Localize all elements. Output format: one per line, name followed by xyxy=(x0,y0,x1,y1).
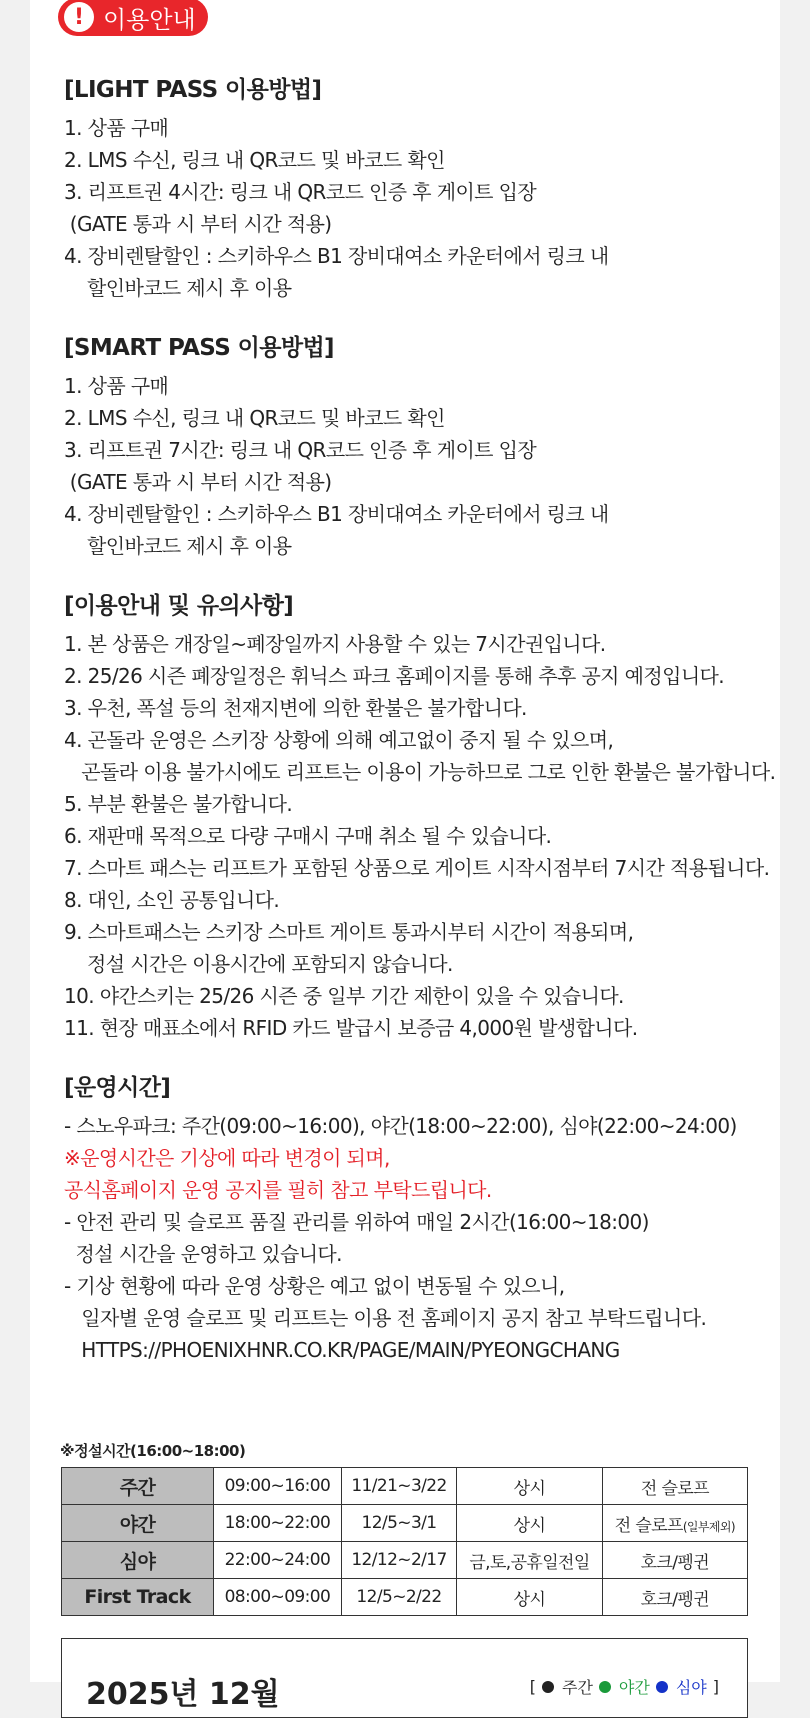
light-pass-section xyxy=(64,72,776,304)
section-title: [SMART PASS 이용방법] xyxy=(64,335,334,361)
table-row xyxy=(62,1579,748,1616)
text-line: (GATE 통과 시 부터 시간 적용) xyxy=(64,212,332,236)
slope-cell: 호크/펭귄 xyxy=(602,1579,747,1616)
text-line: (GATE 통과 시 부터 시간 적용) xyxy=(64,470,332,494)
late-dot-icon xyxy=(656,1681,668,1693)
period-cell: 12/12~2/17 xyxy=(341,1542,457,1579)
period-cell: 11/21~3/22 xyxy=(341,1468,457,1505)
text-line: 9. 스마트패스는 스키장 스마트 게이트 통과시부터 시간이 적용되며, xyxy=(64,920,634,944)
calendar-box xyxy=(61,1638,748,1718)
text-line: 3. 우천, 폭설 등의 천재지변에 의한 환불은 불가합니다. xyxy=(64,696,527,720)
warning-line: 공식홈페이지 운영 공지를 필히 참고 부탁드립니다. xyxy=(64,1178,492,1202)
text-line: 8. 대인, 소인 공통입니다. xyxy=(64,888,280,912)
section-title: [운영시간] xyxy=(64,1075,171,1101)
text-line: 1. 상품 구매 xyxy=(64,116,169,140)
legend-day: 주간 xyxy=(561,1678,593,1697)
text-line: 3. 리프트권 7시간: 링크 내 QR코드 인증 후 게이트 입장 xyxy=(64,438,537,462)
days-cell: 금,토,공휴일전일 xyxy=(457,1542,602,1579)
text-line: 4. 장비렌탈할인 : 스키하우스 B1 장비대여소 카운터에서 링크 내 xyxy=(64,502,609,526)
text-line: 1. 상품 구매 xyxy=(64,374,169,398)
legend-late: 심야 xyxy=(675,1678,707,1697)
row-header: 주간 xyxy=(62,1468,214,1505)
section-title: [이용안내 및 유의사항] xyxy=(64,593,294,619)
text-line: 정설 시간을 운영하고 있습니다. xyxy=(64,1242,342,1266)
text-line: 2. LMS 수신, 링크 내 QR코드 및 바코드 확인 xyxy=(64,148,445,172)
text-line: 7. 스마트 패스는 리프트가 포함된 상품으로 게이트 시작시점부터 7시간 적용됩니다. xyxy=(64,856,770,880)
notes-section xyxy=(64,588,776,1044)
text-line: 할인바코드 제시 후 이용 xyxy=(64,276,292,300)
calendar-title: 2025년 12월 xyxy=(86,1677,280,1712)
time-cell: 18:00~22:00 xyxy=(214,1505,342,1542)
schedule-caption: ※정설시간(16:00~18:00) xyxy=(60,1442,246,1460)
row-header: First Track xyxy=(62,1579,214,1616)
days-cell: 상시 xyxy=(457,1468,602,1505)
time-cell: 09:00~16:00 xyxy=(214,1468,342,1505)
table-row xyxy=(62,1468,748,1505)
warning-line: ※운영시간은 기상에 따라 변경이 되며, xyxy=(64,1146,390,1170)
slope-cell: 전 슬로프(일부제외) xyxy=(602,1505,747,1542)
calendar-legend: [ 주간 야간 심야 ] xyxy=(529,1677,719,1697)
time-cell: 22:00~24:00 xyxy=(214,1542,342,1579)
text-line: 할인바코드 제시 후 이용 xyxy=(64,534,292,558)
smart-pass-section xyxy=(64,330,776,562)
notice-card xyxy=(30,0,780,1712)
days-cell: 상시 xyxy=(457,1505,602,1542)
row-header: 야간 xyxy=(62,1505,214,1542)
text-line: 일자별 운영 슬로프 및 리프트는 이용 전 홈페이지 공지 참고 부탁드립니다. xyxy=(64,1306,707,1330)
row-header: 심야 xyxy=(62,1542,214,1579)
slope-cell: 호크/펭귄 xyxy=(602,1542,747,1579)
days-cell: 상시 xyxy=(457,1579,602,1616)
slope-note: (일부제외) xyxy=(682,1519,735,1534)
period-cell: 12/5~2/22 xyxy=(341,1579,457,1616)
legend-night: 야간 xyxy=(618,1678,650,1697)
text-line: - 안전 관리 및 슬로프 품질 관리를 위하여 매일 2시간(16:00~18:00) xyxy=(64,1210,649,1234)
text-line: 6. 재판매 목적으로 다량 구매시 구매 취소 될 수 있습니다. xyxy=(64,824,552,848)
notice-badge-label: 이용안내 xyxy=(103,5,196,34)
day-dot-icon xyxy=(542,1681,554,1693)
text-line: 2. LMS 수신, 링크 내 QR코드 및 바코드 확인 xyxy=(64,406,445,430)
slope-cell: 전 슬로프 xyxy=(602,1468,747,1505)
period-cell: 12/5~3/1 xyxy=(341,1505,457,1542)
text-line: - 스노우파크: 주간(09:00~16:00), 야간(18:00~22:00), 심야(22:00~24:00) xyxy=(64,1114,737,1138)
text-line: 5. 부분 환불은 불가합니다. xyxy=(64,792,293,816)
text-line: 곤돌라 이용 불가시에도 리프트는 이용이 가능하므로 그로 인한 환불은 불가합니다. xyxy=(64,760,776,784)
notice-badge xyxy=(58,0,208,36)
text-line: 3. 리프트권 4시간: 링크 내 QR코드 인증 후 게이트 입장 xyxy=(64,180,537,204)
table-row xyxy=(62,1542,748,1579)
text-line: - 기상 현황에 따라 운영 상황은 예고 없이 변동될 수 있으니, xyxy=(64,1274,565,1298)
exclamation-icon: ! xyxy=(64,2,94,32)
notice-text xyxy=(64,72,776,1392)
table-row xyxy=(62,1505,748,1542)
night-dot-icon xyxy=(599,1681,611,1693)
hours-section xyxy=(64,1070,776,1366)
text-line: 1. 본 상품은 개장일~폐장일까지 사용할 수 있는 7시간권입니다. xyxy=(64,632,606,656)
text-line: 4. 곤돌라 운영은 스키장 상황에 의해 예고없이 중지 될 수 있으며, xyxy=(64,728,614,752)
time-cell: 08:00~09:00 xyxy=(214,1579,342,1616)
section-title: [LIGHT PASS 이용방법] xyxy=(64,77,322,103)
text-line: 2. 25/26 시즌 폐장일정은 휘닉스 파크 홈페이지를 통해 추후 공지 예정입니다. xyxy=(64,664,725,688)
text-line: 11. 현장 매표소에서 RFID 카드 발급시 보증금 4,000원 발생합니다. xyxy=(64,1016,638,1040)
text-line: 10. 야간스키는 25/26 시즌 중 일부 기간 제한이 있을 수 있습니다. xyxy=(64,984,624,1008)
schedule-table xyxy=(61,1467,748,1616)
text-line: 정설 시간은 이용시간에 포함되지 않습니다. xyxy=(64,952,453,976)
text-line: 4. 장비렌탈할인 : 스키하우스 B1 장비대여소 카운터에서 링크 내 xyxy=(64,244,609,268)
homepage-link[interactable]: HTTPS://PHOENIXHNR.CO.KR/PAGE/MAIN/PYEONGCHANG xyxy=(64,1338,620,1362)
